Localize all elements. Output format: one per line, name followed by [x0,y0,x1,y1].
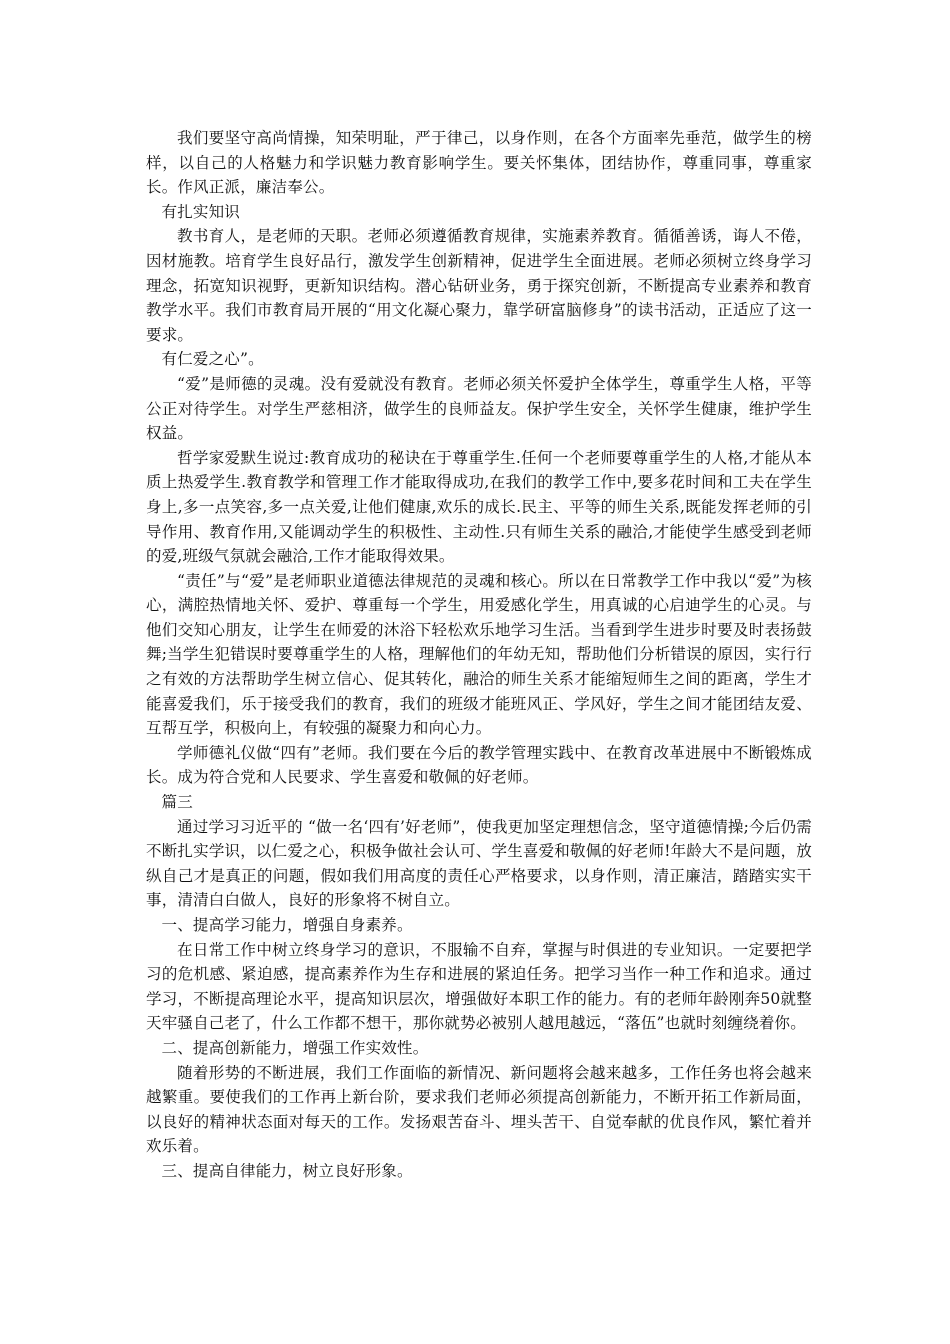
section-heading: 三、提高自律能力，树立良好形象。 [161,1161,413,1180]
section-heading: 一、提高学习能力，增强自身素养。 [161,916,413,934]
body-paragraph: “责任”与“爱”是老师职业道德法律规范的灵魂和核心。所以在日常教学工作中我以“爱”为核心，满腔热情地关怀、爱护、尊重每一个学生，用爱感化学生，用真诚的心启迪学生的心灵。与他们交知心朋友，让学生在师爱的沐浴下轻松欢乐地学习生活。当看到学生进步时要及时表扬鼓舞;当学生犯错误时要尊重学生的人格，理解他们的年幼无知，帮助他们分析错误的原因，实行行之有效的方法帮助学生树立信心、促其转化，融洽的师生关系才能缩短师生之间的距离，学生才能喜爱我们，乐于接受我们的教育，我们的班级才能班风正、学风好，学生之间才能团结友爱、互帮互学，积极向上，有较强的凝聚力和向心力。 [146,571,812,738]
body-paragraph: 通过学习习近平的 “做一名‘四有’好老师”，使我更加坚定理想信念，坚守道德情操;今后仍需不断扎实学识，以仁爱之心，积极争做社会认可、学生喜爱和敬佩的好老师!年龄大不是问题，放纵自己才是真正的问题，假如我们用高度的责任心严格要求，以身作则，清正廉洁，踏踏实实干事，清清白白做人，良好的形象将不树自立。 [146,817,812,910]
body-paragraph: 学师德礼仪做“四有”老师。我们要在今后的教学管理实践中、在教育改革进展中不断锻炼成长。成为符合党和人民要求、学生喜爱和敬佩的好老师。 [146,743,812,787]
body-paragraph: 教书育人，是老师的天职。老师必须遵循教育规律，实施素养教育。循循善诱，诲人不倦，因材施教。培育学生良好品行，激发学生创新精神，促进学生全面进展。老师必须树立终身学习理念，拓宽知识视野，更新知识结构。潜心钻研业务，勇于探究创新，不断提高专业素养和教育教学水平。我们市教育局开展的“用文化凝心聚力，靠学研富脑修身”的读书活动，正适应了这一要求。 [146,227,812,344]
section-heading: 二、提高创新能力，增强工作实效性。 [161,1038,429,1057]
body-paragraph: 哲学家爱默生说过:教育成功的秘诀在于尊重学生.任何一个老师要尊重学生的人格,才能从本质上热爱学生.教育教学和管理工作才能取得成功,在我们的教学工作中,要多花时间和工夫在学生身上,多一点笑容,多一点关爱,让他们健康,欢乐的成长.民主、平等的师生关系,既能发挥老师的引导作用、教育作用,又能调动学生的积极性、主动性.只有师生关系的融洽,才能使学生感受到老师的爱,班级气氛就会融洽,工作才能取得效果。 [146,448,812,566]
body-paragraph: 我们要坚守高尚情操，知荣明耻，严于律己，以身作则，在各个方面率先垂范，做学生的榜样，以自己的人格魅力和学识魅力教育影响学生。要关怀集体，团结协作，尊重同事，尊重家长。作风正派，廉洁奉公。 [146,129,812,197]
section-heading: 有扎实知识 [161,202,241,221]
section-heading: 篇三 [161,793,193,812]
body-paragraph: 在日常工作中树立终身学习的意识，不服输不自弃，掌握与时俱进的专业知识。一定要把学习的危机感、紧迫感，提高素养作为生存和进展的紧迫任务。把学习当作一种工作和追求。通过学习，不断提高理论水平，提高知识层次，增强做好本职工作的能力。有的老师年龄刚奔50就整天牢骚自己老了，什么工作都不想干，那你就势必被别人越甩越远，“落伍”也就时刻缠绕着你。 [146,940,812,1033]
document-page [146,126,812,1184]
section-heading: 有仁爱之心”。 [161,350,264,369]
body-paragraph: “爱”是师德的灵魂。没有爱就没有教育。老师必须关怀爱护全体学生，尊重学生人格，平等公正对待学生。对学生严慈相济，做学生的良师益友。保护学生安全，关怀学生健康，维护学生权益。 [146,374,812,443]
body-paragraph: 随着形势的不断进展，我们工作面临的新情况、新问题将会越来越多，工作任务也将会越来越繁重。要使我们的工作再上新台阶，要求我们老师必须提高创新能力，不断开拓工作新局面，以良好的精神状态面对每天的工作。发扬艰苦奋斗、埋头苦干、自觉奉献的优良作风，繁忙着并欢乐着。 [146,1063,812,1156]
